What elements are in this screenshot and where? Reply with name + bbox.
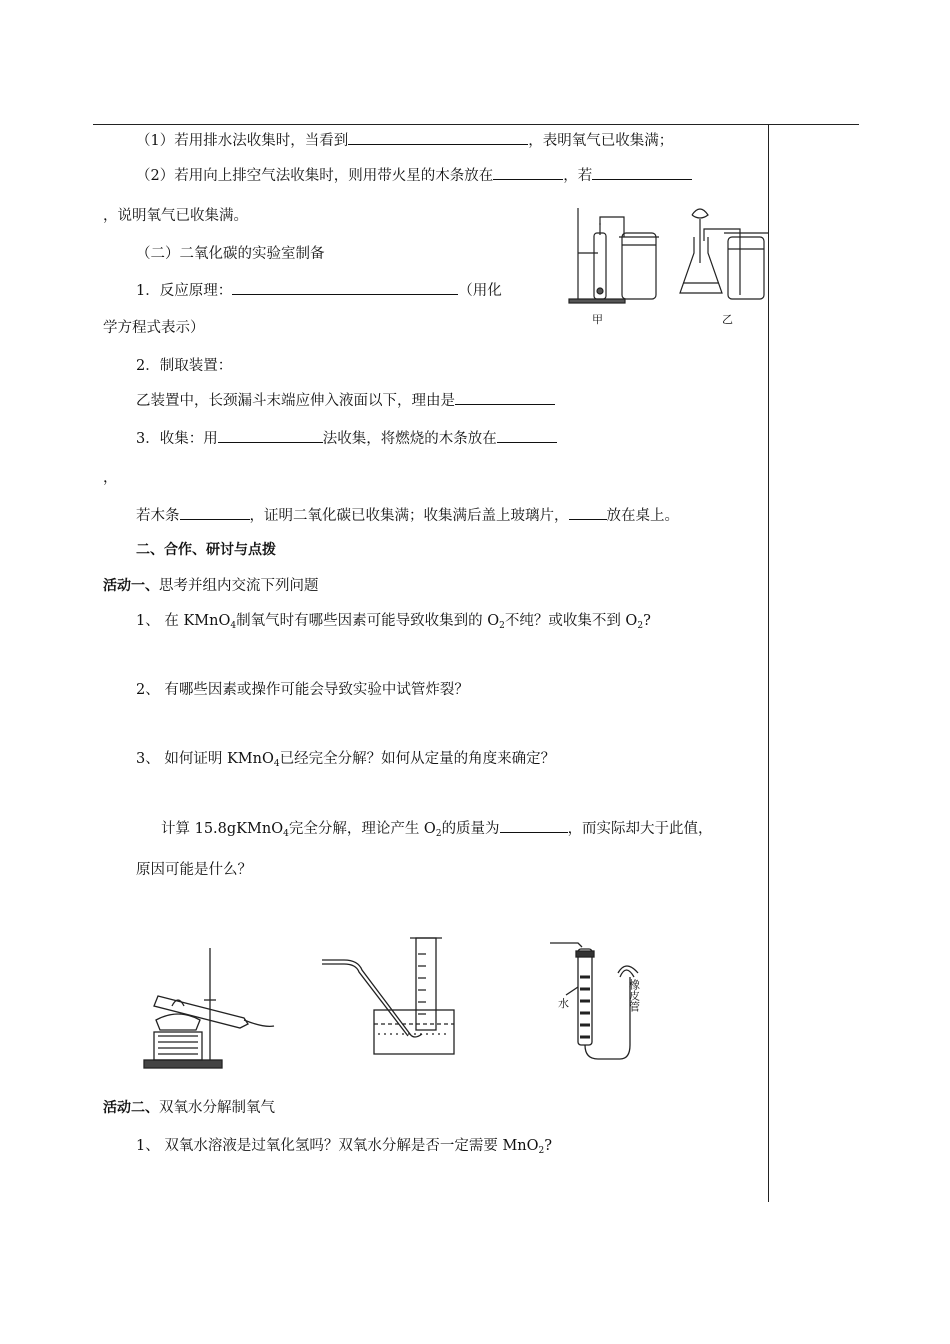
question-air-collection-end: ，说明氧气已收集满。 [103, 208, 248, 224]
answer-blank[interactable] [232, 280, 458, 295]
answer-blank[interactable] [500, 818, 568, 833]
co2-reaction: 1．反应原理： （用化 [136, 280, 502, 301]
label-water: 水 [558, 997, 569, 1010]
answer-blank[interactable] [218, 428, 323, 443]
top-rule [93, 124, 859, 125]
label-jia: 甲 [592, 313, 603, 326]
activity2-title: 活动二、双氧水分解制氧气 [103, 1100, 275, 1116]
answer-blank[interactable] [180, 505, 250, 520]
question-hydrogen-peroxide: 1、 双氧水溶液是过氧化氢吗？双氧水分解是否一定需要 MnO$_2$? [136, 1138, 553, 1156]
question-air-collection: （2）若用向上排空气法收集时，则用带火星的木条放在 ，若 [136, 165, 692, 186]
question-tube-crack: 2、 有哪些因素或操作可能会导致实验中试管炸裂？ [136, 682, 469, 698]
co2-device-reason: 乙装置中，长颈漏斗末端应伸入液面以下，理由是 [136, 390, 555, 411]
apparatus-figure [562, 203, 762, 333]
co2-collect: 3．收集：用 法收集，将燃烧的木条放在 [136, 428, 557, 449]
answer-blank[interactable] [592, 165, 692, 180]
answer-blank[interactable] [497, 428, 557, 443]
label-yi: 乙 [722, 313, 733, 326]
label-rubber-tube: 橡皮管 [627, 979, 641, 1012]
calculation-question: 计算 15.8gKMnO$_4$完全分解，理论产生 $O_2$的质量为 ，而实际却大于此值， [161, 818, 713, 844]
water-collection-diagram [322, 934, 472, 1064]
calculation-reason: 原因可能是什么？ [136, 862, 252, 878]
question-decomposition: 3、 如何证明 KMnO$_4$已经完全分解？如何从定量的角度来确定？ [136, 751, 556, 769]
activity1-title: 活动一、思考并组内交流下列问题 [103, 578, 319, 594]
co2-reaction-end: 学方程式表示） [103, 320, 205, 336]
co2-heading: （二）二氧化碳的实验室制备 [136, 246, 325, 262]
answer-blank[interactable] [569, 505, 607, 520]
answer-blank[interactable] [348, 130, 528, 145]
answer-blank[interactable] [493, 165, 563, 180]
co2-comma: ， [103, 470, 118, 486]
margin-rule [768, 124, 769, 1202]
answer-blank[interactable] [455, 390, 555, 405]
co2-check: 若木条 ，证明二氧化碳已收集满；收集满后盖上玻璃片， 放在桌上。 [136, 505, 679, 526]
co2-device: 2．制取装置： [136, 358, 233, 374]
question-drain-collection: （1）若用排水法收集时，当看到 ，表明氧气已收集满； [136, 130, 673, 151]
section2-title: 二、合作、研讨与点拨 [136, 542, 276, 558]
u-tube-diagram [548, 937, 658, 1077]
heating-apparatus-diagram [144, 944, 284, 1074]
question-impure-oxygen: 1、 在 KMnO$_4$制氧气时有哪些因素可能导致收集到的 $O_2$不纯？或收集不到 $O_2$? [136, 613, 651, 631]
